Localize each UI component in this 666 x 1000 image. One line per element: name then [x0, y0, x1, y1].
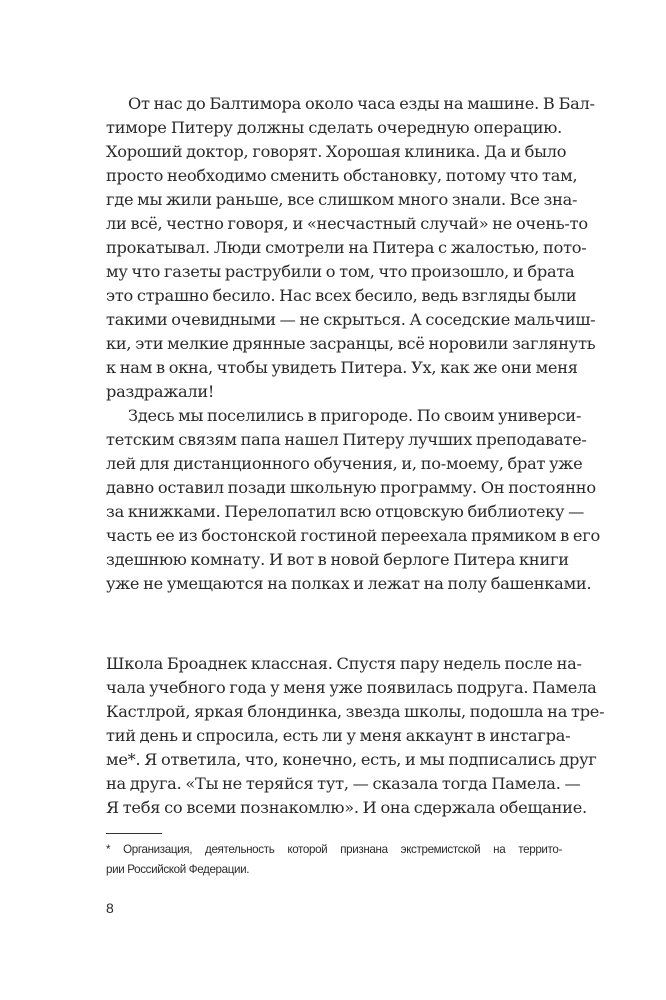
text-line: за книжками. Перелопатил всю отцовскую библиотеку —: [106, 502, 585, 521]
text-line: Школа Броаднек классная. Спустя пару недель после на-: [106, 654, 582, 673]
paragraph-1: [106, 92, 596, 404]
text-line: на друга. «Ты не теряйся тут, — сказала тогда Памела. —: [106, 774, 581, 793]
text-line: прокатывал. Люди смотрели на Питера с жалостью, пото-: [106, 238, 587, 257]
text-line: ме*. Я ответила, что, конечно, есть, и мы подписались друг: [106, 750, 597, 769]
text-line: часть ее из бостонской гостиной переехала прямиком в его: [106, 526, 600, 545]
text-line: чала учебного года у меня уже появилась подруга. Памела: [106, 678, 597, 697]
text-line: тетским связям папа нашел Питеру лучших преподавате-: [106, 430, 587, 449]
text-line: рии Российской Федерации.: [106, 863, 250, 876]
footnote: [106, 840, 562, 880]
text-line: давно оставил позади школьную программу. Он постоянно: [106, 478, 596, 497]
text-line: Здесь мы поселились в пригороде. По своим универси-: [128, 406, 582, 425]
text-line: Хороший доктор, говорят. Хорошая клиника. Да и было: [106, 142, 567, 161]
text-line: к нам в окна, чтобы увидеть Питера. Ух, как же они меня: [106, 358, 578, 377]
paragraph-3: [106, 652, 605, 820]
text-line: ки, эти мелкие дрянные засранцы, всё норовили заглянуть: [106, 334, 596, 353]
page-number: 8: [106, 900, 114, 916]
text-line: ли всё, честно говоря, и «несчастный случай» не очень-то: [106, 214, 588, 233]
text-line: тий день и спросила, есть ли у меня аккаунт в инстагра-: [106, 726, 571, 745]
text-line: му что газеты раструбили о том, что произошло, и брата: [106, 262, 575, 281]
paragraph-2: [106, 404, 600, 596]
text-line: Я тебя со всеми познакомлю». И она сдержала обещание.: [106, 798, 587, 817]
text-line: * Организация, деятельность которой признана экстремистской на террито-: [106, 843, 562, 856]
text-line: уже не умещаются на полках и лежат на полу башенками.: [106, 574, 592, 593]
text-line: это страшно бесило. Нас всех бесило, ведь взгляды были: [106, 286, 577, 305]
text-line: От нас до Балтимора около часа езды на машине. В Бал-: [128, 94, 595, 113]
text-line: где мы жили раньше, все слишком много знали. Все зна-: [106, 190, 578, 209]
text-line: раздражали!: [106, 382, 215, 401]
text-line: просто необходимо сменить обстановку, потому что там,: [106, 166, 578, 185]
text-line: здешнюю комнату. И вот в новой берлоге Питера книги: [106, 550, 569, 569]
text-line: Кастлрой, яркая блондинка, звезда школы, подошла на тре-: [106, 702, 605, 721]
text-line: такими очевидными — не скрыться. А соседские мальчиш-: [106, 310, 596, 329]
footnote-divider: [106, 833, 162, 834]
text-line: тиморе Питеру должны сделать очередную операцию.: [106, 118, 562, 137]
text-line: лей для дистанционного обучения, и, по-моему, брат уже: [106, 454, 583, 473]
